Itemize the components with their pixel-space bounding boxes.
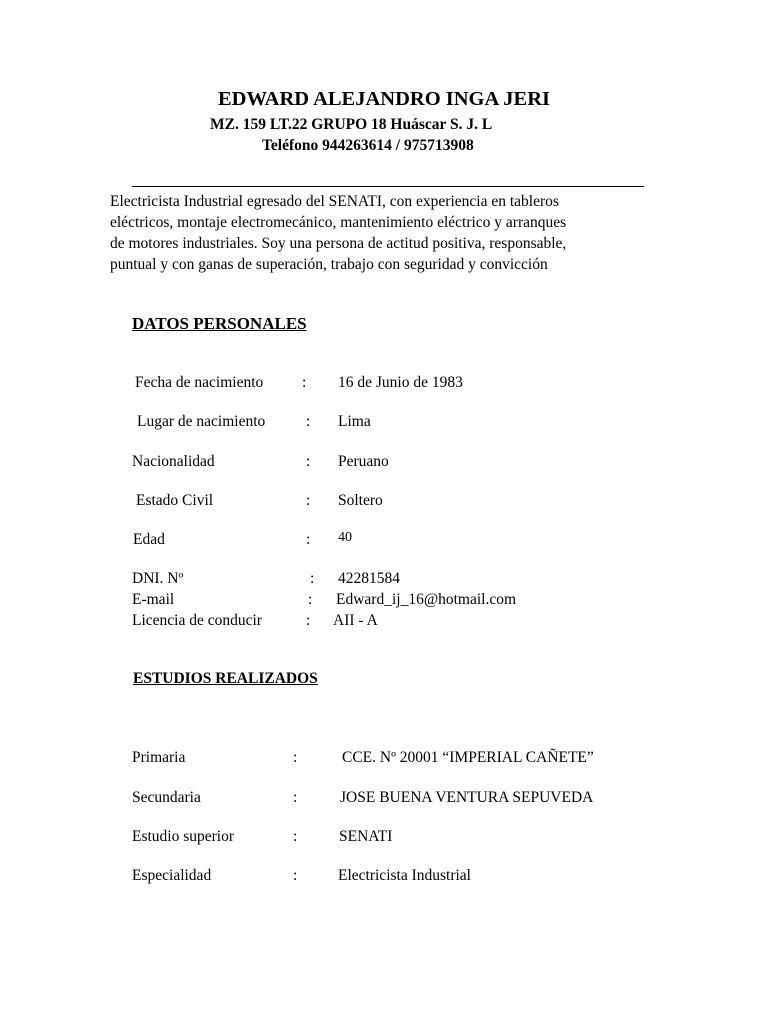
section-title-personal: DATOS PERSONALES [132,314,307,333]
info-value: Lima [338,413,371,430]
info-value: AII - A [333,612,378,629]
summary-line: Electricista Industrial egresado del SENATI, con experiencia en tableros [110,193,559,210]
info-label: E-mail [132,591,175,608]
info-separator: : [306,453,311,470]
info-separator: : [306,612,311,629]
study-separator: : [293,789,298,806]
study-separator: : [293,867,298,884]
study-separator: : [293,749,298,766]
study-label: Primaria [132,749,186,766]
info-separator: : [310,570,315,587]
study-label: Estudio superior [132,828,235,845]
info-label: Nacionalidad [132,453,215,470]
info-value: Peruano [338,453,389,470]
study-separator: : [293,828,298,845]
info-value: 42281584 [338,570,400,587]
study-value: Electricista Industrial [338,867,471,884]
info-value: Soltero [338,492,383,509]
phone: Teléfono 944263614 / 975713908 [262,137,474,154]
info-label: DNI. Nº [132,570,184,587]
info-separator: : [306,492,311,509]
info-value: Edward_ij_16@hotmail.com [336,591,517,608]
info-separator: : [306,413,311,430]
info-value: 40 [338,530,352,545]
address: MZ. 159 LT.22 GRUPO 18 Huáscar S. J. L [210,116,493,133]
info-label: Fecha de nacimiento [135,374,264,391]
info-separator: : [302,374,307,391]
section-title-studies: ESTUDIOS REALIZADOS [133,670,318,687]
summary-line: eléctricos, montaje electromecánico, mantenimiento eléctrico y arranques [110,214,567,231]
study-value: JOSE BUENA VENTURA SEPUVEDA [340,789,594,806]
info-label: Lugar de nacimiento [137,413,266,430]
study-value: CCE. Nº 20001 “IMPERIAL CAÑETE” [342,749,594,766]
candidate-name: EDWARD ALEJANDRO INGA JERI [217,88,551,110]
info-label: Licencia de conducir [132,612,262,629]
info-label: Estado Civil [136,492,214,509]
summary-line: puntual y con ganas de superación, trabajo con seguridad y convicción [110,256,548,273]
info-label: Edad [133,531,165,548]
info-separator: : [306,531,311,548]
info-value: 16 de Junio de 1983 [338,374,463,391]
study-label: Secundaria [132,789,201,806]
info-separator: : [308,591,313,608]
summary-line: de motores industriales. Soy una persona de actitud positiva, responsable, [110,235,567,252]
profile-summary [110,191,670,275]
study-value: SENATI [339,828,393,845]
header-divider [132,186,644,187]
study-label: Especialidad [132,867,212,884]
